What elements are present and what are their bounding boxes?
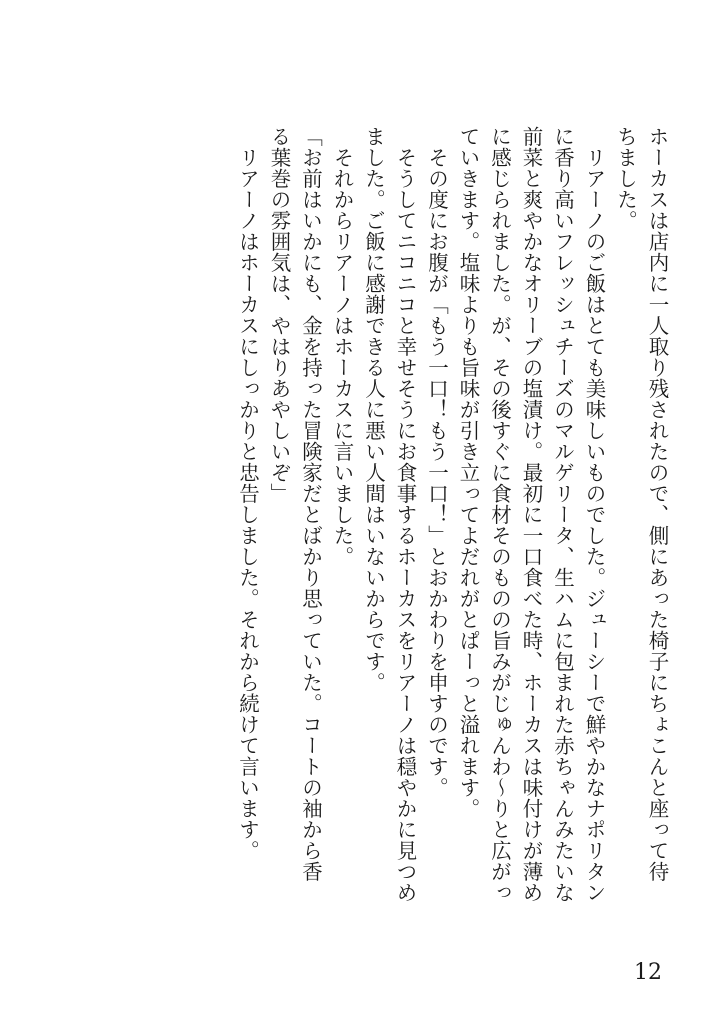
text-line: 前菜と爽やかなオリーブの塩漬け。最初に一口食べた時、ホーカスは味付けが薄め — [519, 126, 543, 903]
text-line: ました。ご飯に感謝できる人に悪い人間はいないからです。 — [361, 126, 386, 693]
text-line: それからリアーノはホーカスに言いました。 — [330, 126, 354, 567]
text-line: リアーノのご飯はとても美味しいものでした。ジューシーで鮮やかなナポリタン — [582, 126, 606, 903]
text-line: に感じられました。が、その後すぐに食材そのものの旨みがじゅんわ〜りと広がっ — [487, 126, 512, 903]
text-line: ちました。 — [613, 126, 638, 231]
vertical-text-body — [166, 126, 672, 931]
text-line: そうしてニコニコと幸せそうにお食事するホーカスをリアーノは穏やかに見つめ — [393, 126, 417, 903]
text-line: に香り高いフレッシュチーズのマルゲリータ、生ハムに包まれた赤ちゃんみたいな — [550, 126, 575, 903]
text-line: る葉巻の雰囲気は、やはりあやしいぞ」 — [267, 126, 291, 504]
text-line: リアーノはホーカスにしっかりと忠告しました。それから続けて言います。 — [235, 126, 260, 861]
text-line: 「お前はいかにも、金を持った冒険家だとばかり思っていた。コートの袖から香 — [298, 126, 323, 882]
page-number: 12 — [634, 960, 662, 985]
text-line: その度にお腹が「もう一口！もう一口！」とおかわりを申すのです。 — [424, 126, 449, 798]
text-line: ていきます。塩味よりも旨味が引き立ってよだれがとぱーっと溢れます。 — [456, 126, 480, 819]
text-line: ホーカスは店内に一人取り残されたので、側にあった椅子にちょこんと座って待 — [645, 126, 669, 882]
